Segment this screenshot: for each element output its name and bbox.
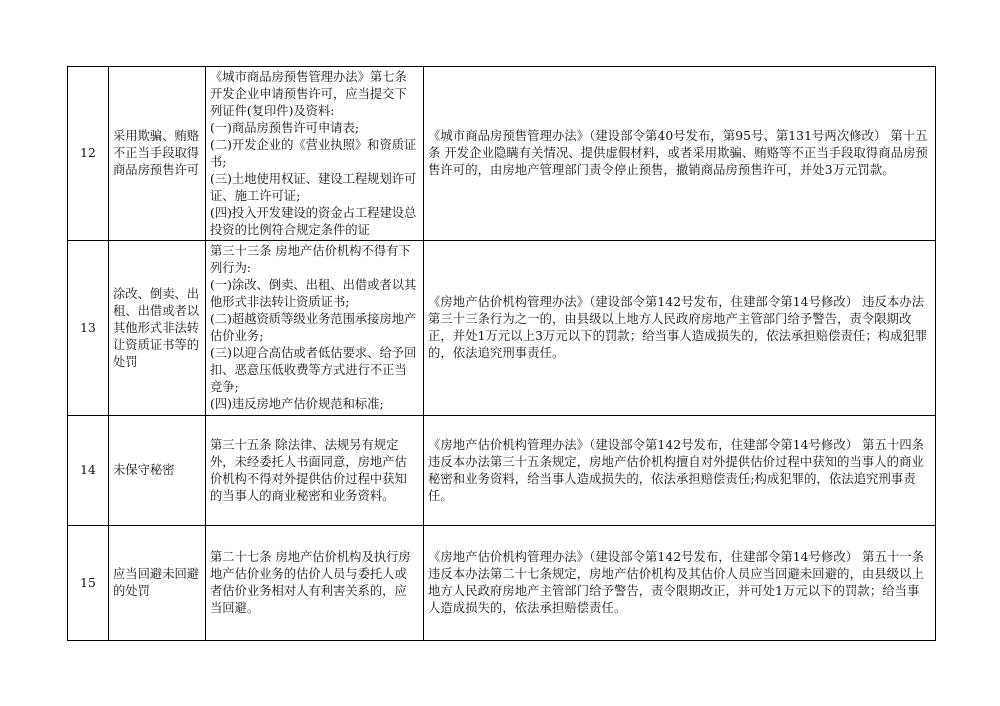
table-row <box>68 526 936 641</box>
legal-basis-cell <box>206 526 424 641</box>
row-number: 15 <box>68 526 109 641</box>
violation-item: 未保守秘密 <box>109 416 206 526</box>
penalty-basis: 《房地产估价机构管理办法》（建设部令第142号发布，住建部令第14号修改） 违反本办法第三十三条行为之一的，由县级以上地方人民政府房地产主管部门给予警告，责令限期改正，并处1万元以上3万元以下的罚款；给当事人造成损失的，依法承担赔偿责任；构成犯罪的，依法追究刑事责任。 <box>424 241 936 416</box>
basis-line: (二)开发企业的《营业执照》和资质证书; <box>210 137 417 169</box>
table-row <box>68 241 936 416</box>
penalty-basis: 《房地产估价机构管理办法》（建设部令第142号发布，住建部令第14号修改） 第五十四条 违反本办法第三十五条规定，房地产估价机构擅自对外提供估价过程中获知的当事人的商业秘密和业务资料，给当事人造成损失的，依法承担赔偿责任;构成犯罪的，依法追究刑事责任。 <box>424 416 936 526</box>
legal-basis-cell <box>206 416 424 526</box>
basis-line: 第二十七条 房地产估价机构及执行房地产估价业务的估价人员与委托人或者估价业务相对人有利害关系的，应当回避。 <box>210 550 411 615</box>
basis-line: 第三十五条 除法律、法规另有规定外，未经委托人书面同意，房地产估价机构不得对外提供估价过程中获知的当事人的商业秘密和业务资料。 <box>210 437 407 503</box>
legal-basis-cell <box>206 241 424 416</box>
violation-item: 采用欺骗、贿赂不正当手段取得商品房预售许可 <box>109 67 206 241</box>
penalty-basis: 《房地产估价机构管理办法》（建设部令第142号发布，住建部令第14号修改） 第五十一条 违反本办法第二十七条规定，房地产估价机构及其估价人员应当回避未回避的，由县级以上地方人民政府房地产主管部门给予警告，责令限期改正，并可处1万元以下的罚款；给当事人造成损失的，依法承担赔偿责任。 <box>424 526 936 641</box>
penalty-basis: 《城市商品房预售管理办法》（建设部令第40号发布，第95号、第131号两次修改） 第十五条 开发企业隐瞒有关情况、提供虚假材料，或者采用欺骗、贿赂等不正当手段取得商品房预售许可的，由房地产管理部门责令停止预售，撤销商品房预售许可，并处3万元罚款。 <box>424 67 936 241</box>
basis-line: (四)违反房地产估价规范和标准; <box>210 397 384 411</box>
row-number: 14 <box>68 416 109 526</box>
regulation-table <box>67 66 936 641</box>
legal-basis-cell <box>206 67 424 241</box>
basis-line: (四)投入开发建设的资金占工程建设总投资的比例符合规定条件的证 <box>210 205 417 237</box>
basis-line: (二)超越资质等级业务范围承接房地产估价业务; <box>210 312 417 343</box>
basis-line: 第三十三条 房地产估价机构不得有下列行为: <box>210 244 411 275</box>
violation-item: 涂改、倒卖、出租、出借或者以其他形式非法转让资质证书等的处罚 <box>109 241 206 416</box>
table-row <box>68 416 936 526</box>
basis-line: 《城市商品房预售管理办法》第七条 开发企业申请预售许可，应当提交下列证件(复印件)及资料: <box>210 69 407 118</box>
basis-line: (一)涂改、倒卖、出租、出借或者以其他形式非法转让资质证书; <box>210 278 417 309</box>
row-number: 13 <box>68 241 109 416</box>
basis-line: (三)土地使用权证、建设工程规划许可证、施工许可证; <box>210 171 417 203</box>
row-number: 12 <box>68 67 109 241</box>
basis-line: (一)商品房预售许可申请表; <box>210 120 360 135</box>
basis-line: (三)以迎合高估或者低估要求、给予回扣、恶意压低收费等方式进行不正当竞争; <box>210 346 417 394</box>
violation-item: 应当回避未回避的处罚 <box>109 526 206 641</box>
table-row <box>68 67 936 241</box>
